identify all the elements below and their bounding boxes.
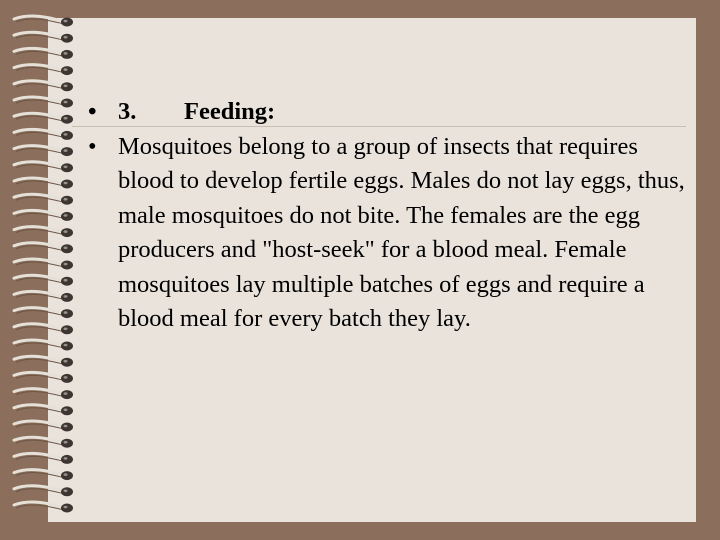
slide-content	[88, 95, 688, 337]
bullet-heading	[88, 95, 688, 130]
heading-title: Feeding:	[184, 98, 276, 125]
bullet-marker: •	[88, 98, 97, 125]
notebook-spiral-binding-icon	[0, 0, 90, 540]
bullet-body	[88, 130, 688, 337]
body-paragraph: Mosquitoes belong to a group of insects that requires blood to develop fertile eggs. Males do not lay eggs, thus, male mosquitoes do not bite. The females are the egg producers and "host-seek" for a blood meal. Female mosquitoes lay multiple batches of eggs and require a blood meal for every batch they lay.	[118, 132, 685, 332]
bullet-marker: •	[88, 132, 97, 160]
heading-number: 3.	[118, 98, 137, 125]
